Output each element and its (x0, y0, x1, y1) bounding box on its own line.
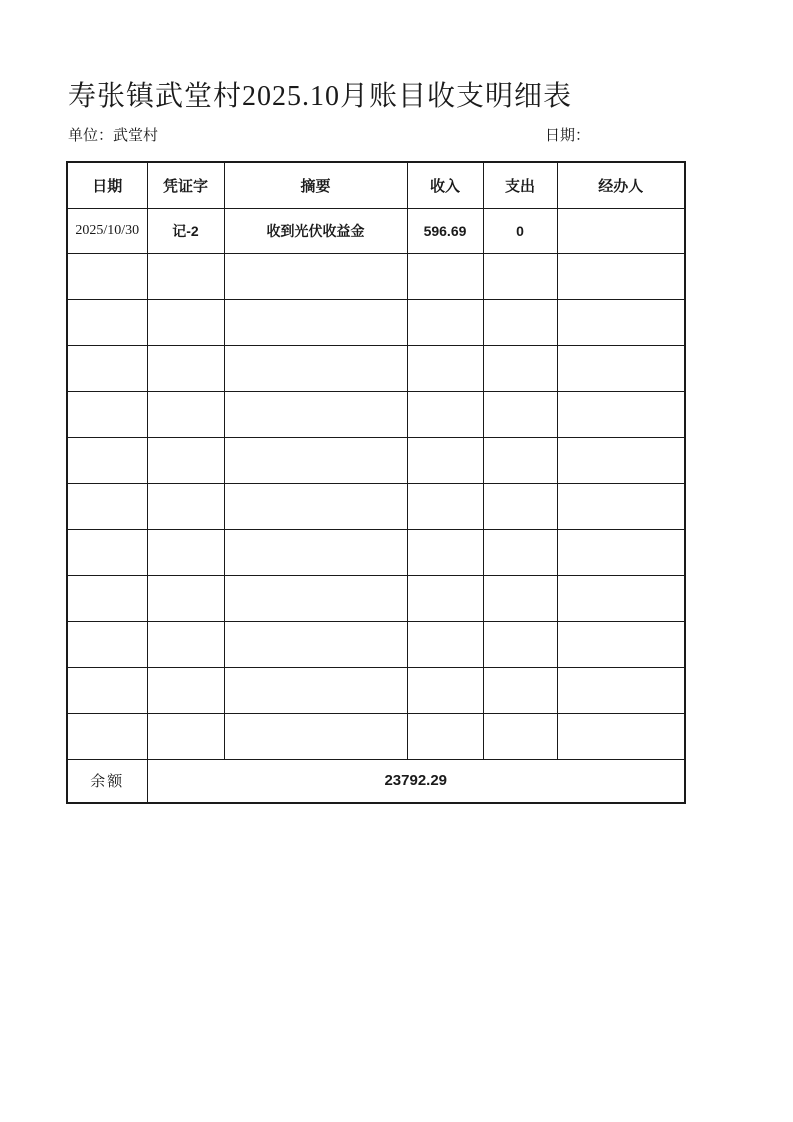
cell-voucher: 记-2 (147, 208, 224, 253)
empty-cell (147, 345, 224, 391)
empty-cell (224, 299, 407, 345)
header-cell-handler: 经办人 (557, 162, 685, 208)
empty-row (67, 713, 685, 759)
empty-cell (407, 437, 483, 483)
empty-row (67, 437, 685, 483)
header-cell-income: 收入 (407, 162, 483, 208)
empty-cell (483, 529, 557, 575)
empty-cell (147, 437, 224, 483)
empty-cell (557, 529, 685, 575)
empty-cell (483, 437, 557, 483)
empty-cell (557, 621, 685, 667)
empty-cell (557, 345, 685, 391)
empty-cell (557, 575, 685, 621)
empty-row (67, 575, 685, 621)
empty-cell (147, 391, 224, 437)
empty-cell (483, 483, 557, 529)
header-cell-voucher: 凭证字 (147, 162, 224, 208)
page-title: 寿张镇武堂村2025.10月账目收支明细表 (68, 81, 573, 112)
empty-cell (224, 529, 407, 575)
account-table (66, 161, 686, 804)
cell-date: 2025/10/30 (67, 208, 147, 253)
empty-cell (147, 621, 224, 667)
balance-value: 23792.29 (147, 759, 685, 803)
balance-row (67, 759, 685, 803)
empty-cell (224, 713, 407, 759)
empty-cell (67, 299, 147, 345)
empty-cell (407, 667, 483, 713)
header-cell-date: 日期 (67, 162, 147, 208)
empty-cell (483, 621, 557, 667)
cell-summary: 收到光伏收益金 (224, 208, 407, 253)
empty-row (67, 667, 685, 713)
empty-cell (557, 391, 685, 437)
empty-cell (483, 299, 557, 345)
empty-row (67, 345, 685, 391)
empty-row (67, 391, 685, 437)
empty-cell (147, 713, 224, 759)
empty-cell (147, 299, 224, 345)
empty-cell (557, 299, 685, 345)
empty-cell (147, 575, 224, 621)
table-row (67, 208, 685, 253)
empty-cell (147, 253, 224, 299)
empty-cell (224, 345, 407, 391)
empty-cell (147, 529, 224, 575)
empty-cell (147, 483, 224, 529)
cell-income: 596.69 (407, 208, 483, 253)
empty-cell (67, 529, 147, 575)
empty-cell (557, 253, 685, 299)
empty-row (67, 299, 685, 345)
empty-cell (557, 667, 685, 713)
empty-cell (483, 345, 557, 391)
empty-rows-container (67, 253, 685, 759)
unit-label: 单位：武堂村 (68, 128, 159, 144)
empty-cell (224, 667, 407, 713)
empty-cell (67, 391, 147, 437)
empty-cell (67, 345, 147, 391)
empty-cell (407, 575, 483, 621)
empty-cell (483, 391, 557, 437)
header-row (67, 162, 685, 208)
empty-row (67, 529, 685, 575)
empty-cell (407, 713, 483, 759)
header-cell-expense: 支出 (483, 162, 557, 208)
balance-label: 余额 (67, 759, 147, 803)
empty-cell (407, 345, 483, 391)
empty-cell (67, 667, 147, 713)
empty-cell (407, 621, 483, 667)
empty-cell (67, 575, 147, 621)
empty-cell (483, 253, 557, 299)
empty-row (67, 621, 685, 667)
empty-cell (67, 483, 147, 529)
empty-cell (67, 713, 147, 759)
empty-cell (67, 437, 147, 483)
empty-row (67, 483, 685, 529)
empty-cell (483, 575, 557, 621)
empty-cell (224, 437, 407, 483)
empty-cell (407, 391, 483, 437)
cell-handler (557, 208, 685, 253)
empty-cell (67, 621, 147, 667)
empty-cell (483, 667, 557, 713)
date-label: 日期： (545, 128, 591, 144)
empty-cell (67, 253, 147, 299)
empty-cell (407, 529, 483, 575)
empty-cell (407, 483, 483, 529)
empty-cell (147, 667, 224, 713)
empty-cell (557, 437, 685, 483)
empty-cell (407, 253, 483, 299)
empty-cell (224, 391, 407, 437)
empty-row (67, 253, 685, 299)
empty-cell (224, 253, 407, 299)
cell-expense: 0 (483, 208, 557, 253)
empty-cell (557, 483, 685, 529)
empty-cell (224, 621, 407, 667)
empty-cell (557, 713, 685, 759)
header-cell-summary: 摘要 (224, 162, 407, 208)
empty-cell (483, 713, 557, 759)
empty-cell (407, 299, 483, 345)
empty-cell (224, 575, 407, 621)
empty-cell (224, 483, 407, 529)
